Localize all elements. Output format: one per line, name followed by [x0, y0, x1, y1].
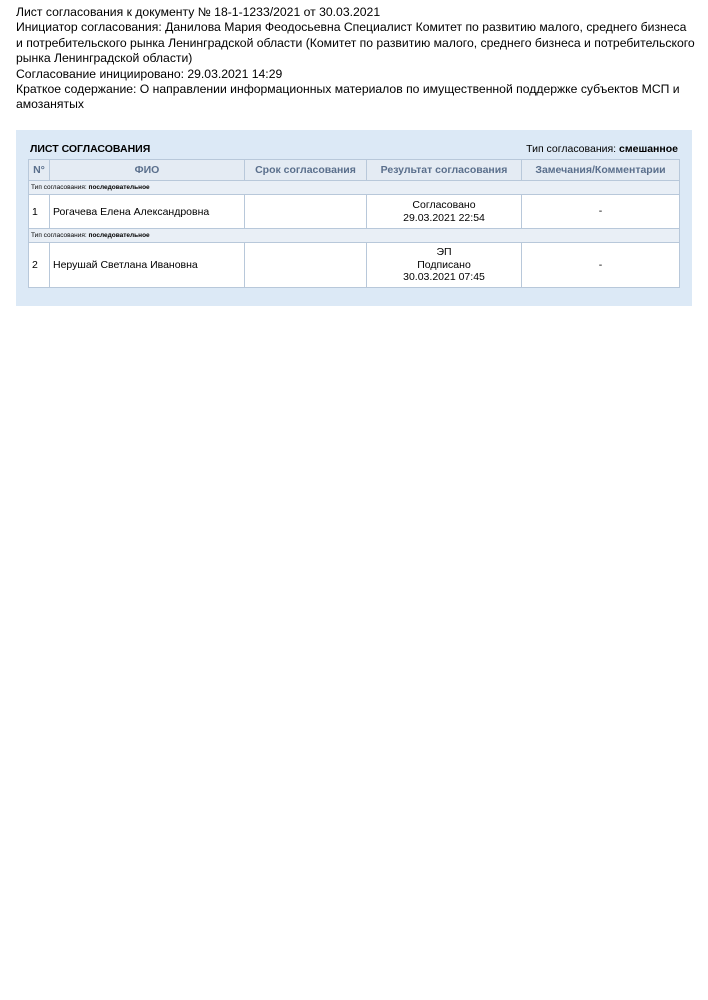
table-row — [29, 243, 680, 288]
row-number: 1 — [29, 195, 50, 229]
result-status: Согласовано — [412, 199, 476, 211]
column-header-deadline: Срок согласования — [245, 160, 367, 181]
group-type-value: последовательное — [88, 184, 150, 191]
group-type-value: последовательное — [88, 232, 150, 239]
result-datetime: 29.03.2021 22:54 — [403, 211, 485, 224]
result-status: Подписано — [417, 258, 471, 271]
approval-type — [526, 143, 678, 155]
approval-type-value: смешанное — [619, 143, 678, 155]
approval-type-label: Тип согласования: — [526, 143, 617, 155]
group-type-label: Тип согласования: — [31, 184, 87, 191]
row-number: 2 — [29, 243, 50, 288]
approval-deadline — [245, 243, 367, 288]
approval-result — [367, 195, 522, 229]
group-type — [29, 229, 680, 243]
approval-deadline — [245, 195, 367, 229]
approval-sheet-panel — [16, 130, 692, 306]
approver-name: Нерушай Светлана Ивановна — [50, 243, 245, 288]
group-header-row — [29, 181, 680, 195]
initiator-line: Инициатор согласования: Данилова Мария Феодосьевна Специалист Комитет по развитию малого, среднего бизнеса и потребительского рынка Ленинградской области (Комитет по развитию малого, среднего бизнеса и потребительского рынка Ленинградской области) — [16, 20, 695, 66]
table-header-row — [29, 160, 680, 181]
document-header — [16, 5, 696, 113]
result-datetime: 30.03.2021 07:45 — [403, 271, 485, 284]
approval-comment: - — [522, 195, 680, 229]
approver-name: Рогачева Елена Александровна — [50, 195, 245, 229]
group-type-label: Тип согласования: — [31, 232, 87, 239]
document-title: Лист согласования к документу № 18-1-1233/2021 от 30.03.2021 — [16, 5, 381, 19]
column-header-name: ФИО — [50, 160, 245, 181]
group-header-row — [29, 229, 680, 243]
approval-sheet-title-row — [30, 143, 678, 157]
summary-line: Краткое содержание: О направлении информационных материалов по имущественной поддержке субъектов МСП и амозанятых — [16, 82, 680, 112]
column-header-number: N° — [29, 160, 50, 181]
result-signature-type: ЭП — [436, 246, 452, 259]
initiated-date-line: Согласование инициировано: 29.03.2021 14:29 — [16, 66, 283, 81]
approval-comment: - — [522, 243, 680, 288]
column-header-result: Результат согласования — [367, 160, 522, 181]
group-type — [29, 181, 680, 195]
approval-table — [28, 159, 680, 288]
approval-sheet-title: ЛИСТ СОГЛАСОВАНИЯ — [30, 143, 151, 155]
table-row — [29, 195, 680, 229]
column-header-comments: Замечания/Комментарии — [522, 160, 680, 181]
approval-result — [367, 243, 522, 288]
